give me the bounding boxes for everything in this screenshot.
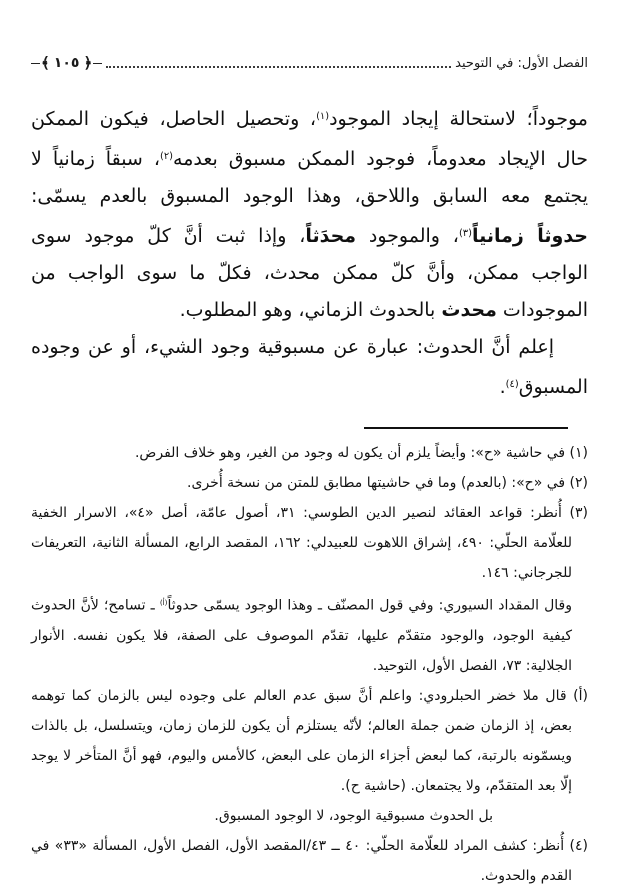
text-run: بالحدوث الزماني، وهو المطلوب. xyxy=(179,299,442,322)
footnote-separator-rule xyxy=(364,427,568,430)
page-number-ornament xyxy=(31,54,102,72)
footnote-ref: (١) xyxy=(316,111,330,122)
footnote-ref: (أ) xyxy=(159,598,168,607)
text-run: موجوداً؛ لاستحالة إيجاد الموجود xyxy=(329,108,588,131)
footnote-3-quotation xyxy=(31,588,588,681)
ornate-bracket-close-icon: ﴾ xyxy=(41,54,50,72)
page-number: ١٠٥ xyxy=(53,55,80,71)
footnote-ref: (٤) xyxy=(505,379,519,391)
footnote-3 xyxy=(31,498,588,588)
text-run: ـ تسامح؛ لأنَّ الحدوث كيفية الوجود، والوجود متقدّم عليها، تقدّم الموصوف على الصفة، فلا يكون نفسه. الأنوار الجلالية: ٧٣، الفصل الأول، التوحيد. xyxy=(31,597,572,674)
text-run: بل الحدوث مسبوقية الوجود، لا الوجود المسبوق. xyxy=(214,807,493,824)
footnote-3-subnote-tail xyxy=(31,801,588,831)
text-run: ، والموجود xyxy=(356,225,459,248)
footnote-ref: (٣) xyxy=(458,228,472,240)
body-paragraph-2 xyxy=(31,329,588,406)
text-run: (٤) أُنظر: كشف المراد للعلّامة الحلّي: ٤٠ ــ ٤٣/المقصد الأول، الفصل الأول، المسألة «٣٣» في القدم والحدوث. xyxy=(31,837,588,884)
text-run: ، وإذا ثبت أنَّ كلّ موجود سوى الواجب ممكن، وأنَّ كلّ ممكن محدث، فكلّ ما سوى الواجب من الموجودات xyxy=(31,225,588,322)
text-run: ، سبقاً زمانياً لا يجتمع معه السابق واللاحق، وهذا الوجود المسبوق بالعدم يسمّى: xyxy=(31,148,588,208)
text-run: (أ) قال ملا خضر الحبلرودي: واعلم أنَّ سبق عدم العالم على وجوده ليس بالزمان كما توهمه بعض، إذ الزمان ضمن جملة العالم؛ لأنّه يستلزم أن يكون للزمان زمان، ويتسلسل، بل بالذات ويسمّونه بالرتبة، كما لبعض أجزاء الزمان على البعض، كالأمس واليوم، فهو أنَّ المتأخر لا يوجد إلّا بعد المتقدّم، ولا يجتمعان. (حاشية ح). xyxy=(31,687,588,794)
footnote-ref: (٢) xyxy=(159,151,174,163)
footnote-3-subnote-a xyxy=(31,681,588,801)
text-run: إعلم أنَّ الحدوث: عبارة عن مسبوقية وجود الشيء، أو عن وجوده المسبوق xyxy=(31,336,588,399)
ornate-bracket-open-icon: ﴿ xyxy=(83,54,93,72)
ornament-dash-icon xyxy=(31,63,40,64)
main-text-block xyxy=(31,98,588,407)
text-run: محدَثاً xyxy=(305,225,357,248)
text-run: حدوثاً زمانياً xyxy=(471,225,588,248)
footnote-2 xyxy=(31,468,588,498)
text-run: (٢) في «ح»: (بالعدم) وما في حاشيتها مطابق للمتن من نسخة أُخرى. xyxy=(187,475,588,491)
footnotes-block xyxy=(31,438,588,891)
text-run: (٣) أُنظر: قواعد العقائد لنصير الدين الطوسي: ٣١، أصول عامّة، أصل «٤»، الاسرار الخفية للعلّامة الحلّي: ٤٩٠، إشراق اللاهوت للعبيدلي: ١٦٢، المقصد الرابع، المسألة الثانية، التعريفات للجرجاني: ١٤٦. xyxy=(31,505,589,581)
text-run: وقال المقداد السيوري: وفي قول المصنّف ـ وهذا الوجود يسمّى حدوثاً xyxy=(167,597,572,614)
dotted-leader xyxy=(106,66,451,68)
text-run: . xyxy=(499,376,506,399)
page-header xyxy=(31,52,588,74)
body-paragraph-1 xyxy=(31,98,588,329)
footnote-4 xyxy=(31,831,588,891)
text-run: (١) في حاشية «ح»: وأيضاً يلزم أن يكون له وجود من الغير، وهو خلاف الفرض. xyxy=(134,445,588,461)
text-run: ، وتحصيل الحاصل، فيكون الممكن حال الإيجاد معدوماً، فوجود الممكن مسبوق بعدمه xyxy=(31,108,588,171)
ornament-dash-icon xyxy=(93,63,102,64)
text-run: محدث xyxy=(441,299,497,322)
footnote-1 xyxy=(31,438,588,468)
chapter-title: الفصل الأول: في التوحيد xyxy=(455,55,588,71)
